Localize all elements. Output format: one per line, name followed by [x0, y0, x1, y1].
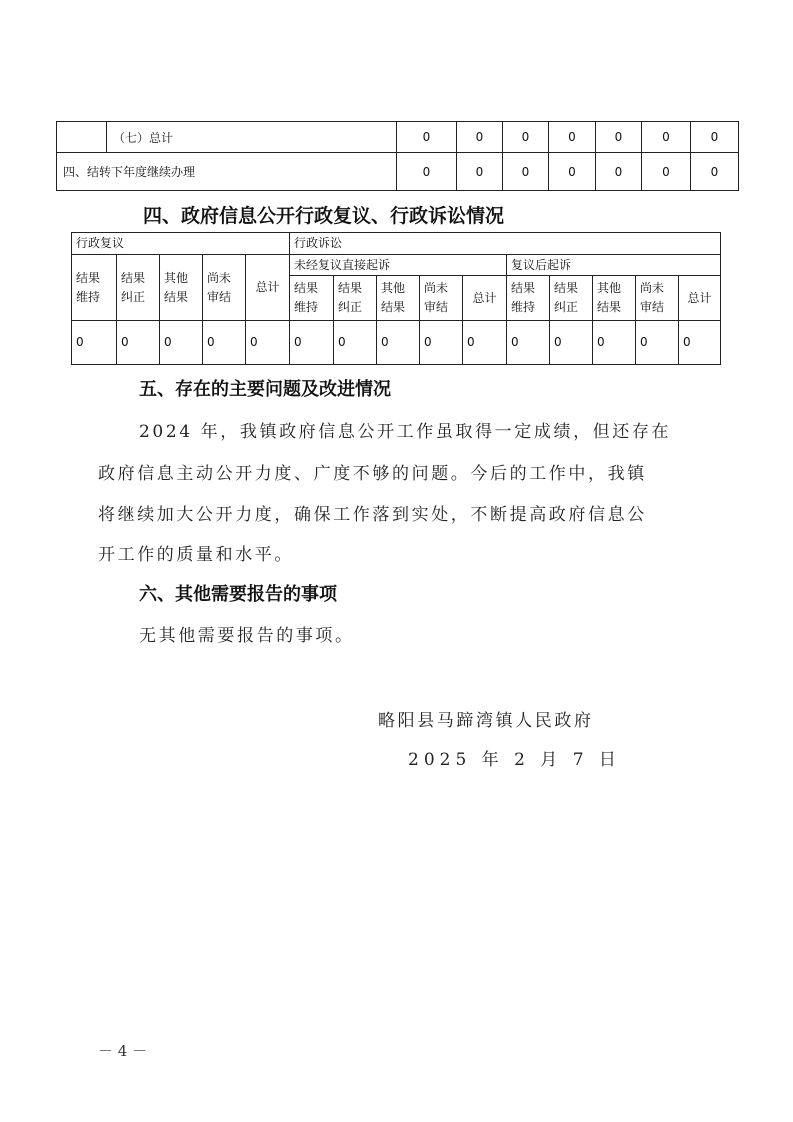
values-row — [72, 321, 721, 365]
after-reconsideration-header: 复议后起诉 — [507, 255, 721, 276]
statistics-table-continuation — [56, 121, 739, 191]
cell: 0 — [503, 122, 549, 153]
cell: 0 — [397, 122, 457, 153]
cell: 0 — [397, 153, 457, 191]
direct-suit-header: 未经复议直接起诉 — [290, 255, 507, 276]
section5-heading: 五、存在的主要问题及改进情况 — [139, 379, 391, 400]
paragraph-line: 政府信息主动公开力度、广度不够的问题。今后的工作中，我镇 — [98, 464, 647, 484]
paragraph-line: 2024 年，我镇政府信息公开工作虽取得一定成绩，但还存在 — [139, 422, 672, 442]
paragraph-line: 将继续加大公开力度，确保工作落到实处，不断提高政府信息公 — [98, 505, 647, 525]
cell: 0 — [420, 321, 463, 365]
blank-cell — [57, 122, 107, 153]
cell: 0 — [290, 321, 334, 365]
cell: 0 — [72, 321, 117, 365]
col-header: 尚未 审结 — [636, 276, 679, 321]
col-header-total: 总计 — [463, 276, 507, 321]
cell: 0 — [377, 321, 420, 365]
reconsideration-header: 行政复议 — [72, 233, 290, 255]
cell: 0 — [463, 321, 507, 365]
section6-body: 无其他需要报告的事项。 — [139, 626, 355, 646]
cell: 0 — [160, 321, 203, 365]
col-header: 结果 纠正 — [117, 255, 160, 321]
col-header: 结果 维持 — [72, 255, 117, 321]
cell: 0 — [457, 122, 503, 153]
header-row-2 — [72, 255, 721, 276]
section6-heading: 六、其他需要报告的事项 — [139, 584, 337, 605]
paragraph-line: 开工作的质量和水平。 — [98, 545, 294, 565]
cell: 0 — [596, 153, 642, 191]
cell: 0 — [593, 321, 636, 365]
col-header: 其他 结果 — [160, 255, 203, 321]
cell: 0 — [334, 321, 377, 365]
signature-organization: 略阳县马蹄湾镇人民政府 — [378, 711, 594, 731]
col-header: 结果 维持 — [290, 276, 334, 321]
cell: 0 — [642, 122, 691, 153]
section4-heading: 四、政府信息公开行政复议、行政诉讼情况 — [143, 205, 505, 227]
cell: 0 — [691, 153, 739, 191]
table-row-total — [57, 122, 739, 153]
col-header: 结果 纠正 — [550, 276, 593, 321]
signature-date: 2025 年 2 月 7 日 — [408, 750, 621, 770]
col-header-total: 总计 — [246, 255, 290, 321]
cell: 0 — [550, 321, 593, 365]
col-header-total: 总计 — [679, 276, 721, 321]
cell: 0 — [117, 321, 160, 365]
row-label: 四、结转下年度继续办理 — [57, 153, 397, 191]
cell: 0 — [457, 153, 503, 191]
cell: 0 — [507, 321, 550, 365]
review-litigation-table — [71, 232, 721, 365]
col-header: 尚未 审结 — [420, 276, 463, 321]
cell: 0 — [549, 122, 596, 153]
litigation-header: 行政诉讼 — [290, 233, 721, 255]
cell: 0 — [203, 321, 246, 365]
cell: 0 — [596, 122, 642, 153]
col-header: 尚未 审结 — [203, 255, 246, 321]
header-row-1 — [72, 233, 721, 255]
row-label: （七）总计 — [107, 122, 397, 153]
cell: 0 — [246, 321, 290, 365]
table-row-carryover — [57, 153, 739, 191]
col-header: 结果 纠正 — [334, 276, 377, 321]
page-number: － 4 － — [98, 1042, 148, 1060]
cell: 0 — [503, 153, 549, 191]
col-header: 结果 维持 — [507, 276, 550, 321]
cell: 0 — [636, 321, 679, 365]
col-header: 其他 结果 — [377, 276, 420, 321]
cell: 0 — [679, 321, 721, 365]
cell: 0 — [642, 153, 691, 191]
cell: 0 — [549, 153, 596, 191]
cell: 0 — [691, 122, 739, 153]
col-header: 其他 结果 — [593, 276, 636, 321]
